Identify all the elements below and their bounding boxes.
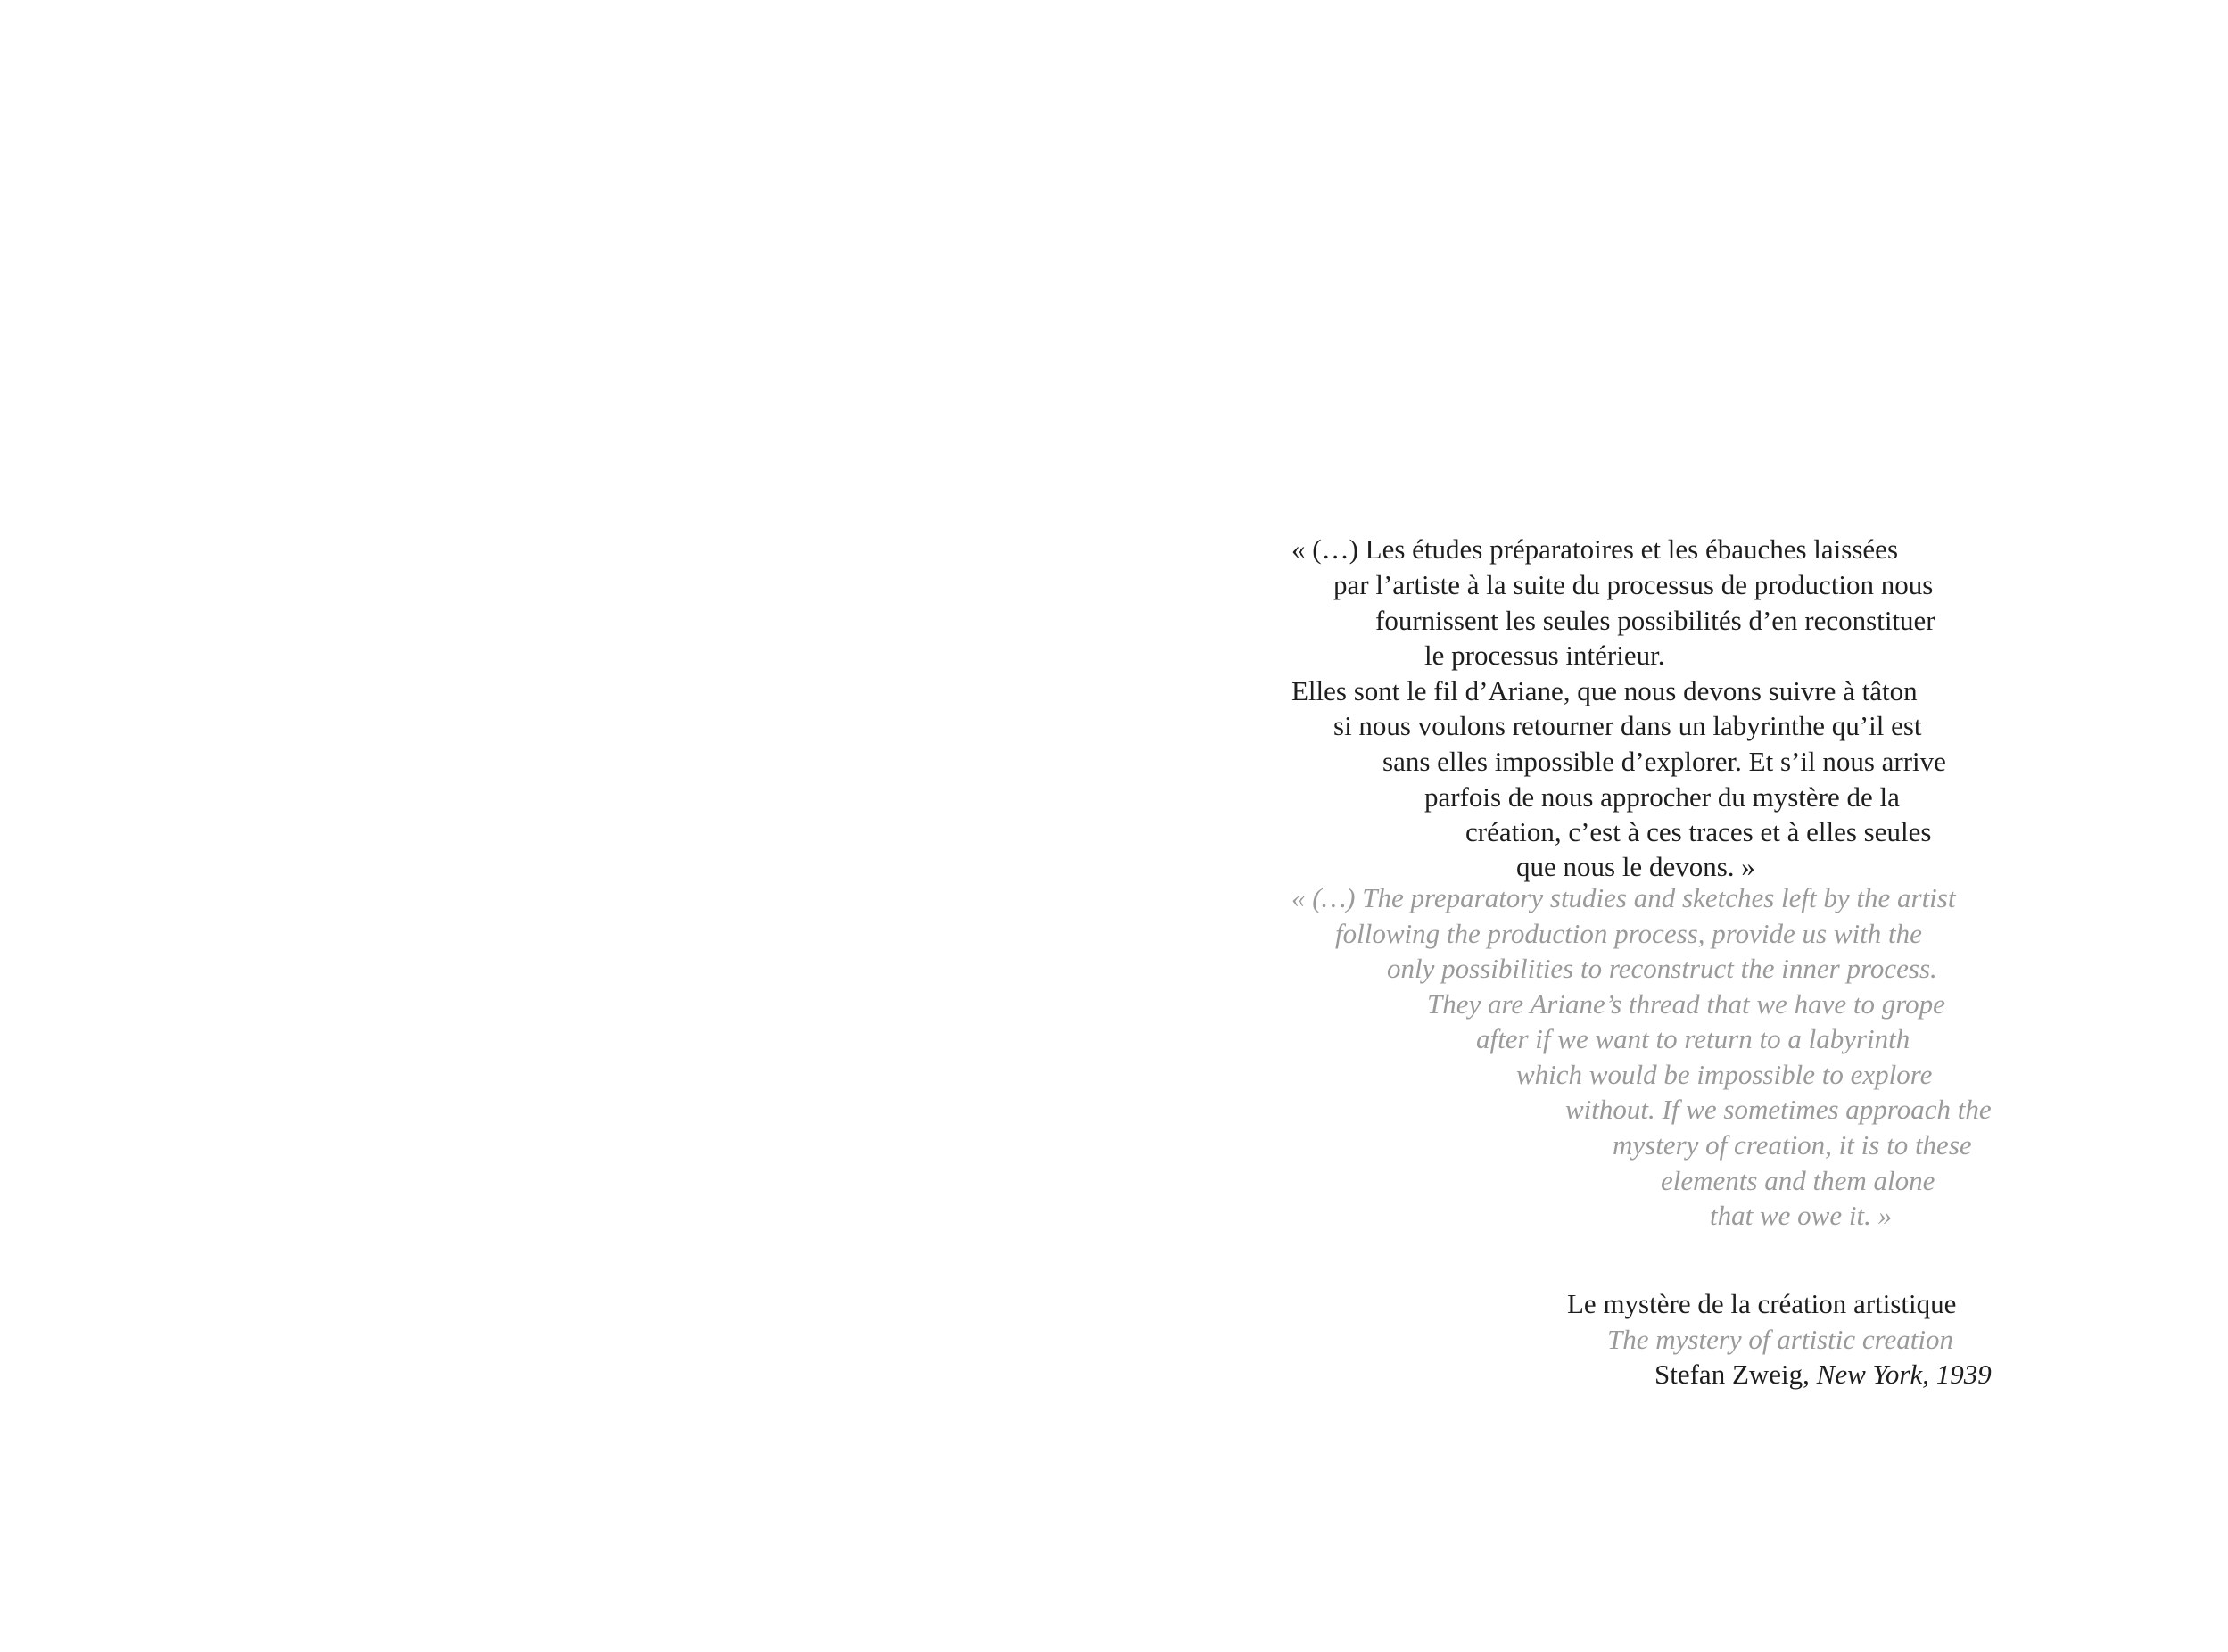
quote-fr-line: si nous voulons retourner dans un labyrinthe qu’il est bbox=[1333, 710, 1922, 741]
publication-place: New York, bbox=[1816, 1359, 1929, 1390]
quote-fr-line: par l’artiste à la suite du processus de production nous bbox=[1333, 569, 1934, 600]
quote-en-line: after if we want to return to a labyrinth bbox=[1476, 1023, 1910, 1054]
author-name: Stefan Zweig, bbox=[1654, 1359, 1810, 1390]
quote-fr-line: parfois de nous approcher du mystère de la bbox=[1424, 781, 1900, 813]
quote-fr-line: Elles sont le fil d’Ariane, que nous devons suivre à tâton bbox=[1291, 675, 1918, 706]
quote-en-line: which would be impossible to explore bbox=[1516, 1059, 1933, 1090]
quote-en-line: mystery of creation, it is to these bbox=[1613, 1129, 1972, 1161]
quote-fr-line: création, c’est à ces traces et à elles seules bbox=[1465, 816, 1932, 847]
quote-fr-line: le processus intérieur. bbox=[1424, 640, 1665, 671]
quote-fr-line: fournissent les seules possibilités d’en reconstituer bbox=[1375, 605, 1935, 636]
quote-en-line: only possibilities to reconstruct the inner process. bbox=[1387, 953, 1937, 984]
source-title-french: Le mystère de la création artistique bbox=[1567, 1288, 1957, 1319]
quote-en-line: without. If we sometimes approach the bbox=[1565, 1094, 1992, 1125]
quote-fr-line: « (…) Les études préparatoires et les ébauches laissées bbox=[1291, 533, 1899, 565]
quote-en-line: that we owe it. » bbox=[1710, 1200, 1893, 1231]
publication-year: 1939 bbox=[1935, 1359, 1992, 1390]
source-title-english: The mystery of artistic creation bbox=[1607, 1324, 1954, 1355]
quote-fr-line: sans elles impossible d’explorer. Et s’il nous arrive bbox=[1382, 746, 1946, 777]
quote-en-line: elements and them alone bbox=[1661, 1165, 1935, 1196]
quote-fr-line: que nous le devons. » bbox=[1516, 851, 1755, 882]
quote-en-line: They are Ariane’s thread that we have to grope bbox=[1427, 988, 1945, 1020]
source-author-line bbox=[1654, 1359, 1992, 1391]
quote-en-line: « (…) The preparatory studies and sketches left by the artist bbox=[1291, 882, 1956, 913]
quote-en-line: following the production process, provide us with the bbox=[1335, 918, 1922, 949]
